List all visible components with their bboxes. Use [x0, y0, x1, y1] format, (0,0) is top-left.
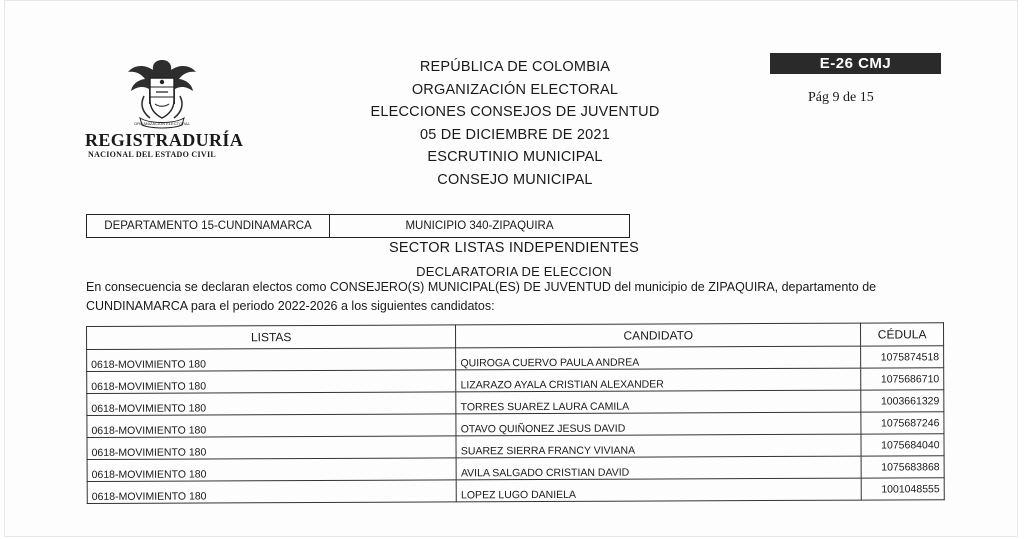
header-candidato: CANDIDATO: [456, 323, 861, 348]
header-scrutiny: ESCRUTINIO MUNICIPAL: [427, 149, 603, 165]
cell-candidato: AVILA SALGADO CRISTIAN DAVID: [456, 456, 861, 480]
cell-candidato: LOPEZ LUGO DANIELA: [456, 478, 861, 502]
location-box: [86, 214, 630, 238]
registraduria-logo: [82, 52, 242, 162]
cell-lista: 0618-MOVIMIENTO 180: [87, 348, 456, 372]
department-field: DEPARTAMENTO 15-CUNDINAMARCA: [87, 215, 330, 237]
header-date: 05 DE DICIEMBRE DE 2021: [420, 126, 610, 143]
cell-cedula: 1075684040: [861, 434, 944, 456]
header-election: ELECCIONES CONSEJOS DE JUVENTUD: [370, 104, 660, 120]
coat-of-arms-icon: [122, 52, 202, 132]
cell-cedula: 1075687246: [861, 412, 944, 434]
cell-candidato: TORRES SUAREZ LAURA CAMILA: [456, 390, 861, 414]
cell-lista: 0618-MOVIMIENTO 180: [87, 480, 456, 504]
header-listas: LISTAS: [87, 325, 456, 350]
elected-candidates-table: [86, 322, 945, 504]
declaration-paragraph: [86, 278, 966, 316]
paragraph-line-1: En consecuencia se declaran electos como CONSEJERO(S) MUNICIPAL(ES) DE JUVENTUD del municipio de ZIPAQUIRA, departamento de: [86, 280, 877, 294]
sector-title: SECTOR LISTAS INDEPENDIENTES: [388, 240, 639, 256]
cell-candidato: QUIROGA CUERVO PAULA ANDREA: [456, 346, 861, 370]
cell-lista: 0618-MOVIMIENTO 180: [87, 370, 456, 394]
logo-subtitle: NACIONAL DEL ESTADO CIVIL: [88, 150, 217, 159]
cell-lista: 0618-MOVIMIENTO 180: [87, 436, 456, 460]
page-number: Pág 9 de 15: [808, 90, 874, 105]
cell-cedula: 1075686710: [861, 368, 944, 390]
cell-lista: 0618-MOVIMIENTO 180: [87, 414, 456, 438]
table-row: [87, 478, 944, 504]
cell-cedula: 1001048555: [861, 478, 944, 500]
logo-title: REGISTRADURÍA: [85, 130, 244, 150]
declaration-title: DECLARATORIA DE ELECCION: [416, 264, 612, 279]
cell-candidato: SUAREZ SIERRA FRANCY VIVIANA: [456, 434, 861, 458]
paragraph-line-2: CUNDINAMARCA para el periodo 2022-2026 a los siguientes candidatos:: [86, 299, 495, 313]
document-header: [360, 56, 670, 191]
header-council: CONSEJO MUNICIPAL: [437, 171, 593, 188]
cell-cedula: 1075874518: [861, 346, 944, 368]
cell-candidato: LIZARAZO AYALA CRISTIAN ALEXANDER: [456, 368, 861, 392]
header-organization: ORGANIZACIÓN ELECTORAL: [411, 81, 619, 98]
emblem-ribbon-text: ORGANIZACIÓN ELECTORAL: [134, 121, 190, 126]
cell-lista: 0618-MOVIMIENTO 180: [87, 392, 456, 416]
cell-cedula: 1075683868: [861, 456, 944, 478]
cell-candidato: OTAVO QUIÑONEZ JESUS DAVID: [456, 412, 861, 436]
cell-cedula: 1003661329: [861, 390, 944, 412]
form-code-badge: E-26 CMJ: [770, 53, 941, 74]
cell-lista: 0618-MOVIMIENTO 180: [87, 458, 456, 482]
municipality-field: MUNICIPIO 340-ZIPAQUIRA: [405, 220, 554, 232]
header-country: REPÚBLICA DE COLOMBIA: [419, 59, 611, 75]
header-cedula: CÉDULA: [861, 323, 944, 346]
